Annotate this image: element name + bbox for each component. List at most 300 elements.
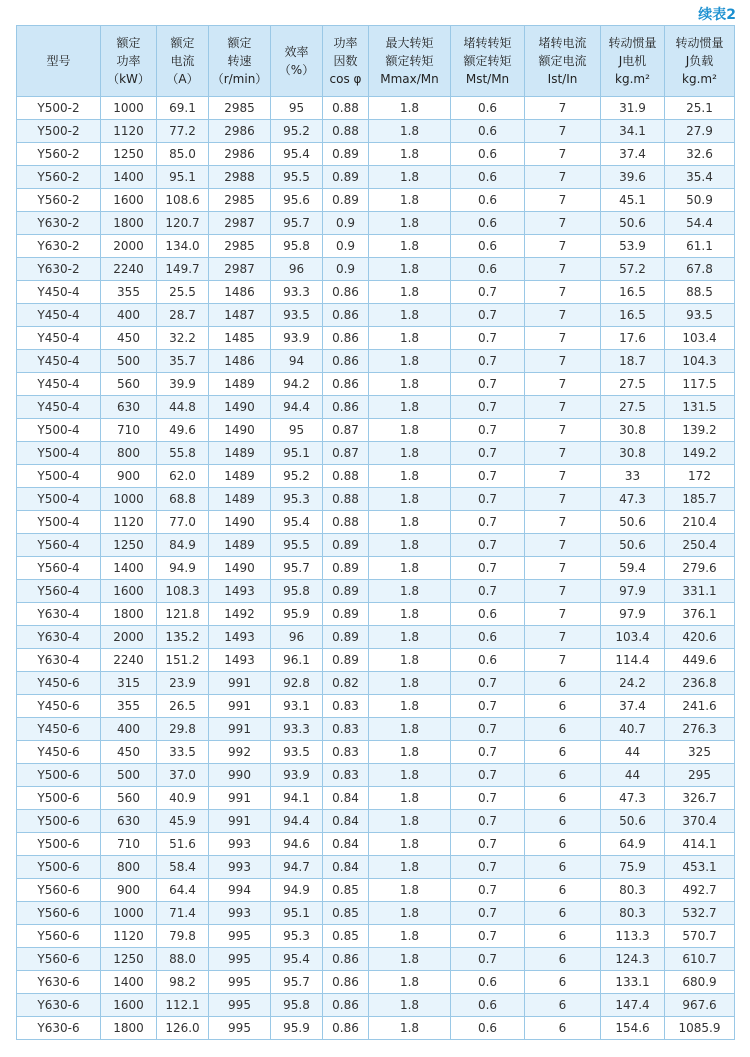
table-cell: 1000 [101,488,157,511]
table-cell: 18.7 [601,350,665,373]
table-cell: 59.4 [601,557,665,580]
table-row [17,212,735,235]
table-cell: Y500-6 [17,833,101,856]
column-header [323,26,369,97]
table-cell: Y500-4 [17,442,101,465]
table-cell: 500 [101,350,157,373]
table-cell: 1.8 [369,718,451,741]
table-cell: 30.8 [601,442,665,465]
table-cell: 47.3 [601,488,665,511]
column-header [209,26,271,97]
table-cell: 370.4 [665,810,735,833]
table-cell: 1486 [209,281,271,304]
table-cell: 2987 [209,212,271,235]
table-cell: 0.86 [323,396,369,419]
table-cell: 0.7 [451,281,525,304]
table-cell: 0.7 [451,672,525,695]
table-row [17,925,735,948]
table-cell: 95.4 [271,143,323,166]
table-cell: 80.3 [601,902,665,925]
table-cell: 7 [525,281,601,304]
table-cell: 95.9 [271,603,323,626]
table-cell: 0.88 [323,488,369,511]
table-cell: 0.86 [323,350,369,373]
table-cell: 94 [271,350,323,373]
table-cell: 449.6 [665,649,735,672]
table-cell: 630 [101,396,157,419]
table-cell: 0.6 [451,166,525,189]
table-cell: 1.8 [369,120,451,143]
table-cell: 1.8 [369,258,451,281]
table-cell: Y560-6 [17,879,101,902]
table-cell: 16.5 [601,304,665,327]
table-row [17,718,735,741]
table-cell: 0.89 [323,189,369,212]
table-cell: 1000 [101,902,157,925]
table-cell: 31.9 [601,97,665,120]
table-cell: 93.1 [271,695,323,718]
table-cell: 7 [525,580,601,603]
table-cell: 25.5 [157,281,209,304]
table-cell: 37.4 [601,695,665,718]
table-cell: 50.9 [665,189,735,212]
table-cell: 172 [665,465,735,488]
table-cell: 7 [525,304,601,327]
table-cell: 0.7 [451,856,525,879]
table-cell: 6 [525,971,601,994]
column-header [157,26,209,97]
table-cell: 50.6 [601,810,665,833]
table-cell: 45.9 [157,810,209,833]
table-cell: 7 [525,442,601,465]
table-cell: 94.2 [271,373,323,396]
table-cell: 0.7 [451,442,525,465]
table-cell: 1.8 [369,557,451,580]
table-cell: 7 [525,327,601,350]
table-cell: 57.2 [601,258,665,281]
table-cell: 0.6 [451,189,525,212]
table-cell: 30.8 [601,419,665,442]
table-row [17,465,735,488]
table-cell: 50.6 [601,534,665,557]
table-cell: 1.8 [369,189,451,212]
table-cell: 37.4 [601,143,665,166]
table-cell: 0.7 [451,787,525,810]
table-cell: 7 [525,465,601,488]
table-row [17,902,735,925]
table-cell: 0.89 [323,534,369,557]
table-cell: 1.8 [369,833,451,856]
column-header-line: （r/min） [211,72,268,86]
table-cell: 51.6 [157,833,209,856]
table-cell: 117.5 [665,373,735,396]
table-cell: 95.6 [271,189,323,212]
table-row [17,787,735,810]
table-row [17,511,735,534]
table-cell: 50.6 [601,212,665,235]
table-cell: 67.8 [665,258,735,281]
table-row [17,557,735,580]
table-cell: 995 [209,948,271,971]
table-cell: 6 [525,810,601,833]
table-cell: Y450-6 [17,672,101,695]
table-cell: 6 [525,925,601,948]
table-cell: 0.7 [451,695,525,718]
table-cell: 7 [525,189,601,212]
table-cell: 800 [101,856,157,879]
table-row [17,143,735,166]
column-header-line: （%） [278,63,315,77]
table-cell: 1.8 [369,465,451,488]
table-cell: 7 [525,166,601,189]
table-cell: 95.3 [271,488,323,511]
table-cell: 39.6 [601,166,665,189]
table-cell: 93.3 [271,718,323,741]
table-cell: 1493 [209,649,271,672]
table-cell: 62.0 [157,465,209,488]
table-cell: 0.7 [451,304,525,327]
table-cell: 241.6 [665,695,735,718]
table-cell: 0.84 [323,833,369,856]
table-cell: 55.8 [157,442,209,465]
table-cell: 94.4 [271,810,323,833]
column-header-line: 额定转矩 [463,54,512,68]
table-cell: 0.86 [323,1017,369,1040]
column-header-line: 效率 [284,45,309,59]
table-cell: 710 [101,419,157,442]
table-cell: 1.8 [369,1017,451,1040]
table-cell: 315 [101,672,157,695]
table-cell: 88.5 [665,281,735,304]
table-cell: 1.8 [369,994,451,1017]
table-cell: 1.8 [369,741,451,764]
table-cell: 1487 [209,304,271,327]
table-cell: 7 [525,603,601,626]
table-cell: 325 [665,741,735,764]
table-cell: 0.7 [451,925,525,948]
table-cell: 2986 [209,120,271,143]
table-cell: 26.5 [157,695,209,718]
table-row [17,97,735,120]
table-cell: 97.9 [601,580,665,603]
table-body [17,97,735,1040]
table-cell: 40.7 [601,718,665,741]
table-cell: 1.8 [369,281,451,304]
table-cell: Y630-6 [17,971,101,994]
table-cell: 85.0 [157,143,209,166]
table-cell: 1486 [209,350,271,373]
header-row [17,26,735,97]
table-cell: 7 [525,143,601,166]
table-cell: 92.8 [271,672,323,695]
table-cell: 1.8 [369,304,451,327]
table-cell: 0.6 [451,235,525,258]
table-row [17,120,735,143]
table-cell: 1.8 [369,419,451,442]
table-cell: 0.89 [323,143,369,166]
table-cell: 94.6 [271,833,323,856]
table-cell: 27.5 [601,373,665,396]
table-cell: 0.84 [323,810,369,833]
table-cell: 95.9 [271,1017,323,1040]
table-cell: 1.8 [369,925,451,948]
table-cell: 453.1 [665,856,735,879]
table-cell: 93.9 [271,764,323,787]
column-header [665,26,735,97]
column-header-line: 额定电流 [538,54,587,68]
table-cell: 133.1 [601,971,665,994]
table-cell: 7 [525,212,601,235]
column-header [369,26,451,97]
table-row [17,764,735,787]
table-cell: 355 [101,281,157,304]
table-cell: 1.8 [369,695,451,718]
table-cell: 2985 [209,235,271,258]
table-cell: 1490 [209,396,271,419]
table-cell: 88.0 [157,948,209,971]
table-row [17,258,735,281]
table-cell: 1.8 [369,511,451,534]
table-cell: 114.4 [601,649,665,672]
table-cell: 94.9 [271,879,323,902]
table-row [17,948,735,971]
table-cell: Y500-4 [17,511,101,534]
table-cell: 37.0 [157,764,209,787]
table-row [17,373,735,396]
table-cell: 0.85 [323,879,369,902]
table-cell: 139.2 [665,419,735,442]
table-cell: 0.9 [323,258,369,281]
table-cell: 376.1 [665,603,735,626]
table-cell: 6 [525,764,601,787]
table-cell: 121.8 [157,603,209,626]
table-cell: 6 [525,994,601,1017]
column-header [271,26,323,97]
table-cell: 995 [209,925,271,948]
table-cell: 1085.9 [665,1017,735,1040]
table-cell: 95.7 [271,212,323,235]
table-cell: 1000 [101,97,157,120]
table-cell: 47.3 [601,787,665,810]
table-cell: 93.5 [665,304,735,327]
table-cell: 2000 [101,235,157,258]
table-cell: 6 [525,833,601,856]
table-cell: Y500-4 [17,465,101,488]
table-cell: 0.86 [323,971,369,994]
table-cell: Y630-2 [17,212,101,235]
table-row [17,419,735,442]
table-cell: 1250 [101,143,157,166]
table-cell: 1.8 [369,373,451,396]
table-row [17,626,735,649]
table-cell: 1.8 [369,856,451,879]
table-cell: 2986 [209,143,271,166]
table-cell: 710 [101,833,157,856]
table-cell: 1493 [209,626,271,649]
table-cell: 1.8 [369,350,451,373]
table-cell: 0.6 [451,994,525,1017]
table-cell: 1.8 [369,442,451,465]
table-cell: 54.4 [665,212,735,235]
table-cell: 7 [525,396,601,419]
table-cell: 84.9 [157,534,209,557]
table-cell: 0.86 [323,994,369,1017]
table-cell: 0.7 [451,511,525,534]
table-cell: Y450-4 [17,373,101,396]
table-row [17,488,735,511]
table-cell: 0.83 [323,741,369,764]
table-cell: 53.9 [601,235,665,258]
table-row [17,879,735,902]
table-cell: 1490 [209,419,271,442]
table-cell: 95.7 [271,557,323,580]
table-cell: 0.9 [323,235,369,258]
table-header [17,26,735,97]
table-cell: 131.5 [665,396,735,419]
table-cell: 0.7 [451,534,525,557]
table-cell: 94.4 [271,396,323,419]
table-cell: 126.0 [157,1017,209,1040]
table-cell: 93.3 [271,281,323,304]
table-cell: 2985 [209,189,271,212]
table-cell: 185.7 [665,488,735,511]
table-cell: 236.8 [665,672,735,695]
table-cell: 23.9 [157,672,209,695]
table-cell: 95.8 [271,580,323,603]
table-cell: 64.4 [157,879,209,902]
table-cell: Y450-4 [17,396,101,419]
table-cell: 7 [525,258,601,281]
table-cell: 1400 [101,166,157,189]
table-cell: 32.2 [157,327,209,350]
table-cell: 95.8 [271,235,323,258]
column-header-line: 转动惯量 [608,36,657,50]
table-cell: 6 [525,787,601,810]
table-cell: 6 [525,741,601,764]
table-cell: 108.3 [157,580,209,603]
table-cell: 0.7 [451,557,525,580]
table-row [17,672,735,695]
table-cell: 25.1 [665,97,735,120]
column-header-line: （kW） [107,72,150,86]
table-cell: 1.8 [369,810,451,833]
table-cell: 420.6 [665,626,735,649]
column-header-line: 功率 [116,54,141,68]
table-cell: 35.7 [157,350,209,373]
table-cell: 1490 [209,511,271,534]
column-header-line: 额定 [170,36,195,50]
table-cell: Y450-4 [17,350,101,373]
table-cell: 1400 [101,557,157,580]
table-cell: 990 [209,764,271,787]
table-cell: Y630-6 [17,994,101,1017]
table-cell: 6 [525,879,601,902]
table-cell: 1490 [209,557,271,580]
table-cell: 1.8 [369,626,451,649]
table-cell: 149.2 [665,442,735,465]
table-row [17,971,735,994]
table-row [17,856,735,879]
column-header-line: 堵转转矩 [463,36,512,50]
table-cell: Y560-6 [17,948,101,971]
table-cell: 1600 [101,189,157,212]
table-cell: 1.8 [369,396,451,419]
table-cell: 0.7 [451,948,525,971]
table-cell: 560 [101,787,157,810]
table-cell: 95.3 [271,925,323,948]
table-row [17,833,735,856]
table-cell: 147.4 [601,994,665,1017]
table-cell: 0.83 [323,764,369,787]
column-header [525,26,601,97]
table-cell: 1.8 [369,879,451,902]
column-header-line: 因数 [333,54,358,68]
table-cell: 95.5 [271,166,323,189]
table-cell: 17.6 [601,327,665,350]
table-cell: 1.8 [369,580,451,603]
table-cell: 1.8 [369,166,451,189]
table-cell: 0.7 [451,580,525,603]
table-cell: 50.6 [601,511,665,534]
table-cell: 2988 [209,166,271,189]
table-cell: 995 [209,971,271,994]
table-cell: 7 [525,649,601,672]
table-cell: Y560-6 [17,925,101,948]
table-cell: 33 [601,465,665,488]
table-cell: 0.83 [323,695,369,718]
table-cell: 0.89 [323,649,369,672]
table-cell: 2985 [209,97,271,120]
table-row [17,741,735,764]
column-header-line: 功率 [333,36,358,50]
table-cell: 6 [525,902,601,925]
table-cell: 1.8 [369,672,451,695]
table-cell: 630 [101,810,157,833]
table-cell: 7 [525,120,601,143]
table-cell: 1600 [101,580,157,603]
table-cell: 94.9 [157,557,209,580]
table-cell: 96 [271,258,323,281]
table-cell: 0.86 [323,373,369,396]
table-cell: 279.6 [665,557,735,580]
table-cell: 93.9 [271,327,323,350]
column-header-line: 转动惯量 [675,36,724,50]
table-cell: 0.6 [451,649,525,672]
table-cell: 0.89 [323,580,369,603]
column-header-line: Mst/Mn [465,72,510,86]
column-header-line: 型号 [46,54,71,68]
column-header-line: （A） [166,72,199,86]
table-cell: 994 [209,879,271,902]
table-cell: 104.3 [665,350,735,373]
table-cell: 0.7 [451,879,525,902]
table-cell: 95.2 [271,120,323,143]
table-cell: 532.7 [665,902,735,925]
table-cell: 6 [525,672,601,695]
table-row [17,166,735,189]
table-cell: 993 [209,833,271,856]
column-header-line: Mmax/Mn [380,72,439,86]
table-cell: 7 [525,373,601,396]
table-cell: 0.82 [323,672,369,695]
table-row [17,350,735,373]
table-cell: 1.8 [369,603,451,626]
table-cell: 991 [209,810,271,833]
table-cell: 1.8 [369,327,451,350]
table-cell: 97.9 [601,603,665,626]
table-cell: 40.9 [157,787,209,810]
table-cell: 500 [101,764,157,787]
